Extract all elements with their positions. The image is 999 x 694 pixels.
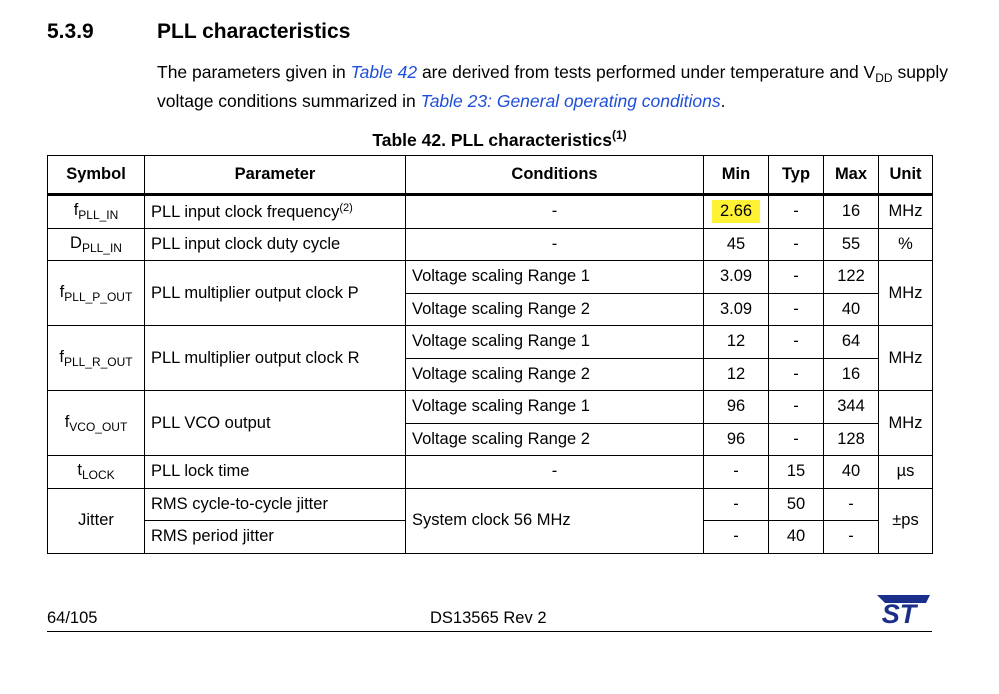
max-cell: 16 (824, 358, 879, 391)
intro-text: supply voltage conditions summarized in (157, 62, 949, 111)
min-cell: 12 (704, 326, 769, 359)
footnote-ref: (2) (339, 201, 353, 214)
pll-characteristics-table (47, 155, 933, 554)
section-title: PLL characteristics (157, 20, 351, 43)
parameter-cell: PLL input clock duty cycle (145, 228, 406, 261)
highlighted-value: 2.66 (712, 200, 760, 223)
min-cell (704, 195, 769, 229)
intro-text: are derived from tests performed under temperature and V (417, 62, 876, 82)
table-row (48, 488, 933, 521)
conditions-cell: System clock 56 MHz (406, 488, 704, 553)
min-cell: 3.09 (704, 293, 769, 326)
section-number: 5.3.9 (47, 20, 94, 43)
min-cell: 12 (704, 358, 769, 391)
intro-text: The parameters given in (157, 62, 351, 82)
typ-cell: - (769, 228, 824, 261)
conditions-cell: Voltage scaling Range 1 (406, 261, 704, 294)
header-symbol: Symbol (48, 156, 145, 195)
max-cell: 16 (824, 195, 879, 229)
max-cell: - (824, 521, 879, 554)
header-min: Min (704, 156, 769, 195)
conditions-cell: - (406, 228, 704, 261)
parameter-cell: RMS period jitter (145, 521, 406, 554)
max-cell: 40 (824, 293, 879, 326)
max-cell: 40 (824, 456, 879, 489)
intro-paragraph (157, 61, 957, 113)
min-cell: 96 (704, 391, 769, 424)
conditions-cell: - (406, 195, 704, 229)
typ-cell: 40 (769, 521, 824, 554)
header-unit: Unit (879, 156, 933, 195)
table-row (48, 228, 933, 261)
header-parameter: Parameter (145, 156, 406, 195)
vdd-subscript: DD (875, 71, 893, 85)
typ-cell: - (769, 391, 824, 424)
typ-cell: - (769, 423, 824, 456)
min-cell: 96 (704, 423, 769, 456)
parameter-cell: PLL VCO output (145, 391, 406, 456)
symbol-cell: $D_{PLL\_IN}$ (48, 228, 145, 261)
parameter-cell: PLL multiplier output clock P (145, 261, 406, 326)
parameter-cell: RMS cycle-to-cycle jitter (145, 488, 406, 521)
min-cell: 45 (704, 228, 769, 261)
unit-cell: % (879, 228, 933, 261)
header-max: Max (824, 156, 879, 195)
unit-cell: MHz (879, 326, 933, 391)
page-number: 64/105 (47, 609, 98, 627)
table-row (48, 195, 933, 229)
conditions-cell: - (406, 456, 704, 489)
unit-cell: MHz (879, 261, 933, 326)
table-caption-text: Table 42. PLL characteristics (372, 130, 612, 150)
unit-cell: MHz (879, 195, 933, 229)
table-caption-note: (1) (611, 128, 627, 142)
typ-cell: 50 (769, 488, 824, 521)
table-header-row (48, 156, 933, 195)
parameter-cell: PLL multiplier output clock R (145, 326, 406, 391)
footer-divider (47, 631, 932, 632)
conditions-cell: Voltage scaling Range 2 (406, 423, 704, 456)
max-cell: 344 (824, 391, 879, 424)
typ-cell: - (769, 326, 824, 359)
min-cell: - (704, 488, 769, 521)
max-cell: 55 (824, 228, 879, 261)
unit-cell: ±ps (879, 488, 933, 553)
st-logo-icon (868, 593, 930, 627)
table-row (48, 326, 933, 359)
typ-cell: - (769, 293, 824, 326)
conditions-cell: Voltage scaling Range 2 (406, 293, 704, 326)
symbol-cell: $t_{LOCK}$ (48, 456, 145, 489)
typ-cell: - (769, 195, 824, 229)
symbol-cell: $f_{PLL\_P\_OUT}$ (48, 261, 145, 326)
symbol-cell: $f_{PLL\_IN}$ (48, 195, 145, 229)
unit-cell: MHz (879, 391, 933, 456)
intro-text: . (720, 91, 726, 111)
conditions-cell: Voltage scaling Range 1 (406, 391, 704, 424)
header-conditions: Conditions (406, 156, 704, 195)
logo-text: ST (881, 599, 917, 627)
max-cell: 64 (824, 326, 879, 359)
table-23-link[interactable]: Table 23: General operating conditions (420, 91, 721, 111)
parameter-cell: PLL input clock frequency$^{(2)}$ (145, 195, 406, 229)
conditions-cell: Voltage scaling Range 2 (406, 358, 704, 391)
max-cell: - (824, 488, 879, 521)
typ-cell: - (769, 261, 824, 294)
header-typ: Typ (769, 156, 824, 195)
symbol-cell: $f_{PLL\_R\_OUT}$ (48, 326, 145, 391)
unit-cell: µs (879, 456, 933, 489)
document-id: DS13565 Rev 2 (430, 609, 547, 627)
table-row (48, 456, 933, 489)
typ-cell: 15 (769, 456, 824, 489)
min-cell: - (704, 521, 769, 554)
typ-cell: - (769, 358, 824, 391)
table-42-link[interactable]: Table 42 (350, 62, 418, 82)
table-caption (0, 128, 999, 151)
table-row (48, 261, 933, 294)
min-cell: 3.09 (704, 261, 769, 294)
symbol-cell: Jitter (48, 488, 145, 553)
table-row (48, 391, 933, 424)
parameter-cell: PLL lock time (145, 456, 406, 489)
symbol-cell: $f_{VCO\_OUT}$ (48, 391, 145, 456)
conditions-cell: Voltage scaling Range 1 (406, 326, 704, 359)
max-cell: 122 (824, 261, 879, 294)
max-cell: 128 (824, 423, 879, 456)
min-cell: - (704, 456, 769, 489)
